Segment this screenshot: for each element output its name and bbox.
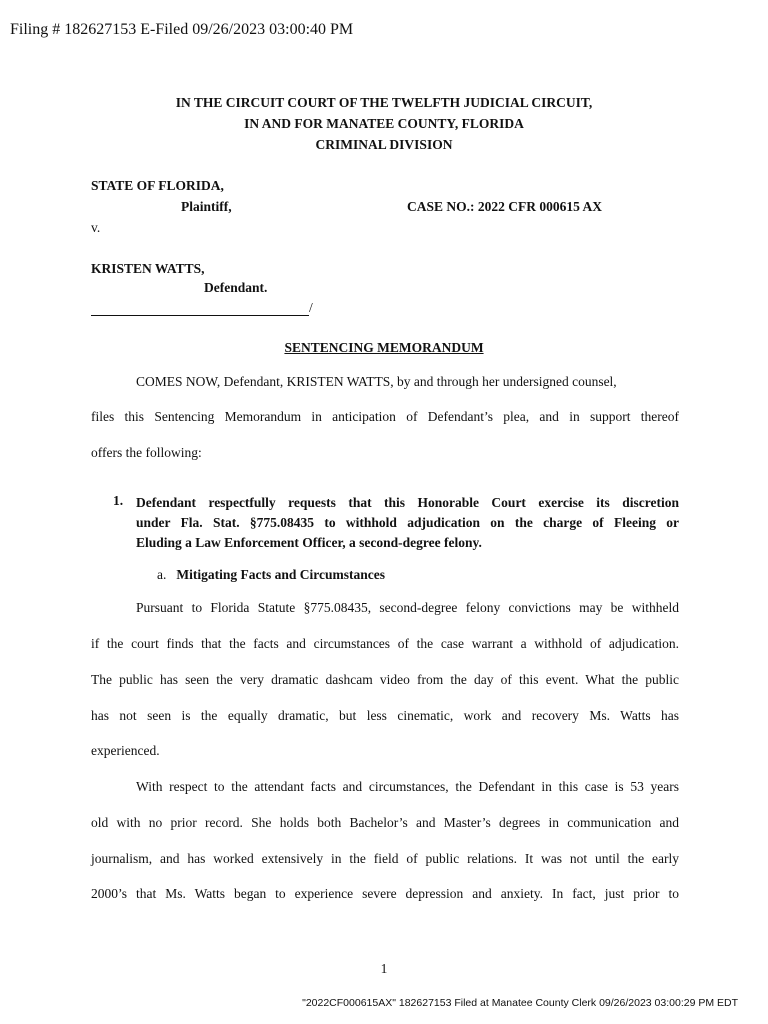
body-p2-line-4: 2000’s that Ms. Watts began to experience severe depression and anxiety. In fact, just prior to [91,886,679,901]
subsection-a-letter: a. [157,567,167,582]
section-1-heading-line-1: Defendant respectfully requests that this Honorable Court exercise its discretion [136,495,679,510]
caption-slash: / [309,300,313,315]
plaintiff-role: Plaintiff, [181,199,232,214]
versus-label: v. [91,220,101,235]
defendant-role: Defendant. [204,280,268,295]
body-p1-line-4: has not seen is the equally dramatic, but less cinematic, work and recovery Ms. Watts has [91,708,679,723]
body-p1-line-5: experienced. [91,743,160,758]
court-heading-line-3: CRIMINAL DIVISION [315,137,453,152]
court-heading-line-2: IN AND FOR MANATEE COUNTY, FLORIDA [244,116,524,131]
case-number: CASE NO.: 2022 CFR 000615 AX [407,199,603,214]
subsection-a-heading [157,567,385,583]
defendant-name: KRISTEN WATTS, [91,261,205,276]
section-1-heading-line-2: under Fla. Stat. §775.08435 to withhold adjudication on the charge of Fleeing or [136,515,679,530]
body-p1-line-2: if the court finds that the facts and circumstances of the case warrant a withhold of adjudication. [91,636,679,651]
document-title: SENTENCING MEMORANDUM [284,340,484,355]
clerk-filing-footer: "2022CF000615AX" 182627153 Filed at Manatee County Clerk 09/26/2023 03:00:29 PM EDT [302,997,738,1009]
body-p2-line-1: With respect to the attendant facts and circumstances, the Defendant in this case is 53 years [136,779,679,794]
page-number: 1 [380,961,388,976]
caption-divider [91,315,309,316]
intro-line-3: offers the following: [91,445,202,460]
body-p2-line-3: journalism, and has worked extensively in the field of public relations. It was not until the early [91,851,679,866]
section-1-heading [136,493,679,553]
court-heading-line-1: IN THE CIRCUIT COURT OF THE TWELFTH JUDICIAL CIRCUIT, [175,95,593,110]
section-1-heading-line-3: Eluding a Law Enforcement Officer, a second-degree felony. [136,535,482,550]
intro-line-1: COMES NOW, Defendant, KRISTEN WATTS, by and through her undersigned counsel, [136,374,617,389]
body-p1-line-3: The public has seen the very dramatic dashcam video from the day of this event. What the public [91,672,679,687]
section-1-number: 1. [113,493,124,508]
body-p1-line-1: Pursuant to Florida Statute §775.08435, second-degree felony convictions may be withheld [136,600,679,615]
plaintiff-name: STATE OF FLORIDA, [91,178,224,193]
intro-line-2: files this Sentencing Memorandum in anticipation of Defendant’s plea, and in support thereof [91,409,679,424]
subsection-a-title: Mitigating Facts and Circumstances [176,567,385,582]
body-p2-line-2: old with no prior record. She holds both Bachelor’s and Master’s degrees in communication and [91,815,679,830]
filing-stamp: Filing # 182627153 E-Filed 09/26/2023 03:00:40 PM [10,21,354,38]
